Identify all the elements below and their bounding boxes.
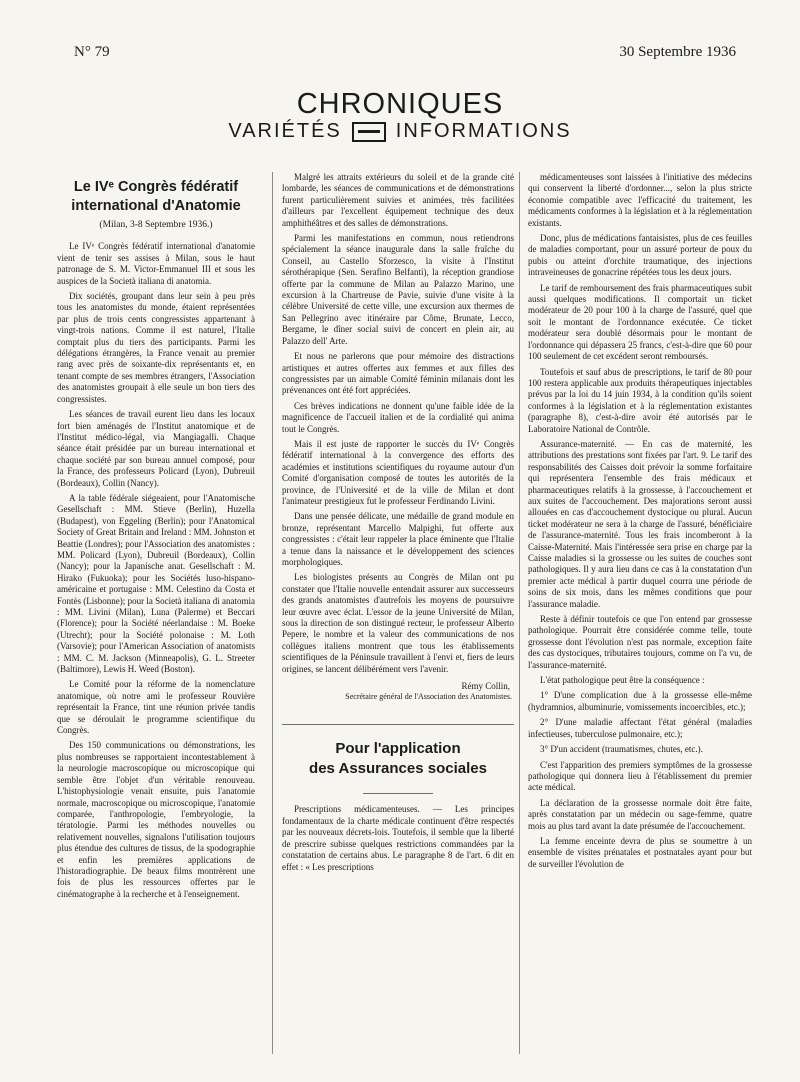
paragraph: Des 150 communications ou démonstrations, les plus nombreuses se rapportaient incontestablement à la neurologie macroscopique ou microscopique qui semble être l'objet d'un véritable renouveau. L'histophysiologie venait ensuite, puis l'anatomie normale, macroscopique ou microscopique, l'anatomie comparée, l'anthropologie, l'embryologie, la tératologie. Parmi les méthodes nouvelles ou relativement nouvelles, signalons l'utilisation toujours plus étendue des cultures de tissus, de la spodographie et enfin les premières applications de l'historadiographie. De beaux films montrèrent une fois de plus les ressources offertes par le cinématographe à la recherche et à l'enseignement. bbox=[57, 740, 255, 899]
paragraph: Toutefois et sauf abus de prescriptions, le tarif de 80 pour 100 restera applicable aux produits thérapeutiques injectables prévus par la loi du 14 juin 1934, à la condition qu'ils soient conformes à la législation et à la réglementation existantes (paragraphe 8), c'est-à-dire avoir été autorisés par le Laboratoire National de Contrôle. bbox=[528, 366, 752, 434]
article1-subtitle: (Milan, 3-8 Septembre 1936.) bbox=[99, 220, 213, 230]
paragraph: Assurance-maternité. — En cas de maternité, les attributions des prestations sont fixées par l'art. 9. Le tarif des responsabilités des Caisses doit prévoir la somme forfaitaire qui représentera l'ensemble des frais médicaux et pharmaceutiques relatifs à la grossesse, à l'accouchement et aux suites de l'accouchement. Des majorations seront aussi allouées en cas d'accouchement dystocique ou plural. Aucun ticket modérateur ne sera à la charge de l'assuré, bénéficiaire de l'assurance-maternité. Tous les frais incomberont à la Caisse-Maternité. Mais l'intéressée sera prise en charge par la Caisse maladies si la grossesse ou les suites de couches sont pathologiques. Il y aura lieu dans ce cas à la constatation d'un premier acte médical à partir duquel courra une période de soins de six mois, dans les mêmes conditions que pour l'assurance maladie. bbox=[528, 438, 752, 609]
paragraph: La déclaration de la grossesse normale doit être faite, après constatation par un médecin ou sage-femme, quatre mois au plus tard avant la date présumée de l'accouchement. bbox=[528, 797, 752, 831]
masthead-title: CHRONIQUES bbox=[296, 88, 504, 120]
section-divider bbox=[282, 708, 514, 725]
issue-date: 30 Septembre 1936 bbox=[619, 44, 736, 60]
article1-title-line: Le IVᵉ Congrès fédératif bbox=[73, 179, 239, 195]
paragraph: Reste à définir toutefois ce que l'on entend par grossesse pathologique. Pourrait être considérée comme telle, toute grossesse dont l'évolution n'est pas normale, exception faite des cas dystociques, tributaires toujours, comme on l'a vu, de l'assurance-maternité. bbox=[528, 614, 752, 670]
title-underline bbox=[363, 793, 433, 794]
article1-title-line: international d'Anatomie bbox=[71, 198, 241, 214]
paragraph: A la table fédérale siégeaient, pour l'Anatomische Gesellschaft : MM. Stieve (Berlin), Huzella (Budapest), von Eggeling (Berlin); pour l'Anatomical Society of Great Britain and Ireland : MM. Johnston et Beattie (Londres); pour l'Association des anatomistes : MM. Policard (Lyon), Dubreuil (Bordeaux), Collin (Nancy); pour la Japanische anat. Gesellschaft : M. Hirako (Fukuoka); pour les Sociétés luso-hispano-américaine et portugaise : MM. Celestino da Costa et Fontès (Lisbonne); pour la Società italiana di anatomia : MM. Livini (Milan), Luna (Palerme) et Beccari (Florence); pour la Société néerlandaise : M. Boeke (Utrecht); pour la Société polonaise : M. Loth (Varsovie); pour l'American Association of anatomists : MM. C. M. Jackson (Minneapolis), G. L. Streeter (Baltimore), Lewis H. Weed (Boston). bbox=[57, 492, 255, 675]
masthead-subtitle bbox=[0, 120, 800, 143]
paragraph: Le Comité pour la réforme de la nomenclature anatomique, où notre ami le professeur Rouvière représentait la France, tint une réunion privée tandis que se déroulait le programme scientifique du Congrès. bbox=[57, 679, 255, 736]
paragraph: 3° D'un accident (traumatismes, chutes, etc.). bbox=[540, 744, 703, 755]
paragraph: Dans une pensée délicate, une médaille de grand module en bronze, représentant Marcello Malpighi, fut offerte aux congressistes : c'était leur rappeler la place éminente que l'Italie a tenue dans la naissance et le développement des sciences morphologiques. bbox=[282, 511, 514, 567]
author-signature: Rémy Collin, bbox=[461, 681, 510, 692]
article2-title bbox=[282, 739, 514, 779]
paragraph: Les séances de travail eurent lieu dans les locaux fort bien aménagés de l'Institut anatomique et de l'Institut médico-légal, via Mangiagalli. Chaque séance était présidée par un bureau international et chaque société par son bureau annuel composé, pour la France, des professeurs Policard (Lyon), Dubreuil (Bordeaux), Collin (Nancy). bbox=[57, 409, 255, 488]
article1-title bbox=[57, 178, 255, 216]
paragraph: C'est l'apparition des premiers symptômes de la grossesse pathologique qui donnera lieu à l'établissement du premier acte médical. bbox=[528, 759, 752, 793]
paragraph: 2° D'une maladie affectant l'état général (maladies infectieuses, tuberculose pulmonaire, etc.); bbox=[528, 717, 752, 739]
issue-number: N° 79 bbox=[74, 44, 110, 60]
paragraph: Malgré les attraits extérieurs du soleil et de la grande cité lombarde, les séances de communications et de démonstrations furent particulièrement suivies et animées, très facilitées d'ailleurs par l'excellent équipement technique des deux amphithéâtres et des salles de démonstrations. bbox=[282, 172, 514, 228]
masthead-left: VARIÉTÉS bbox=[228, 120, 342, 143]
paragraph: Le IVᵉ Congrès fédératif international d'anatomie vient de tenir ses assises à Milan, sous le haut patronage de S. M. Victor-Emmanuel III et sous les auspices de la Società italiana di anatomia. bbox=[57, 241, 255, 286]
paragraph: Mais il est juste de rapporter le succès du IVᵉ Congrès fédératif international à la convergence des efforts des académies et institutions scientifiques du royaume autour d'un Comité d'organisation composé de toutes les autorités de la province, de l'Université et de la ville de Milan et dont l'animateur prestigieux fut le professeur Ferdinando Livini. bbox=[282, 438, 514, 506]
author-role: Secrétaire général de l'Association des Anatomistes. bbox=[345, 692, 512, 702]
paragraph: 1° D'une complication due à la grossesse elle-même (hydramnios, albuminurie, vomissements incoercibles, etc.); bbox=[528, 690, 752, 712]
paragraph: Prescriptions médicamenteuses. — Les principes fondamentaux de la charte médicale continuent d'être respectés par les nouveaux décrets-lois. Toutefois, il semble que la liberté de prescrire subisse quelques restrictions commandées par la constatation de certains abus. Le paragraphe 8 de l'art. 6 dit en effet : « Les prescriptions bbox=[282, 804, 514, 872]
paragraph: médicamenteuses sont laissées à l'initiative des médecins qui conservent la liberté d'ordonner..., selon la plus stricte économie compatible avec l'efficacité du traitement, les médicaments conformes à la législation et à la réglementation existants. bbox=[528, 172, 752, 228]
column-3 bbox=[528, 172, 752, 1054]
column-divider bbox=[519, 172, 520, 1054]
paragraph: L'état pathologique peut être la conséquence : bbox=[540, 675, 705, 686]
paragraph: Parmi les manifestations en commun, nous retiendrons spécialement la séance inaugurale dans la salle fraîche du Conseil, au Castello Sforzesco, la visite à l'Institut sérothérapique (Sen. Serafino Belfanti), la réception grandiose offerte par la commune de Milan au Palazzo Marino, une excursion à la Chartreuse de Pavie, suivie d'une visite à la célèbre Université de cette ville, une excursion aux thermes de San Pellegrino avec itinéraire par Côme, Brunate, Lecco, Bergame, le dîner social suivi de concert en plein air, au Palazzo dell' Arte. bbox=[282, 233, 514, 346]
paragraph: La femme enceinte devra de plus se soumettre à un ensemble de visites prénatales et postnatales ayant pour but de surveiller l'évolution de bbox=[528, 835, 752, 869]
column-1 bbox=[57, 172, 255, 1054]
paragraph: Et nous ne parlerons que pour mémoire des distractions artistiques et autres offertes aux femmes et aux filles des congressistes par un aimable Comité féminin milanais dont les prévenances ont été fort appréciées. bbox=[282, 351, 514, 396]
column-divider bbox=[272, 172, 273, 1054]
ornament-icon bbox=[352, 122, 386, 142]
paragraph: Ces brèves indications ne donnent qu'une faible idée de la magnificence de l'accueil italien et de la cordialité qui anima tout le Congrès. bbox=[282, 400, 514, 434]
column-2 bbox=[282, 172, 514, 1054]
article2-title-line: Pour l'application bbox=[335, 740, 461, 758]
paragraph: Les biologistes présents au Congrès de Milan ont pu constater que l'Italie nouvelle entendait assurer aux successeurs des grands anatomistes d'autrefois les moyens de poursuivre leur œuvre avec éclat. L'essor de la jeune Université de Milan, sous la direction de son distingué recteur, le professeur Alberto Pepere, le nombre et la valeur des communications de nos collègues italiens montrent que tous les établissements scientifiques de la Péninsule travaillent à l'envi et, fiers de leurs origines, se lancent délibérément vers l'avenir. bbox=[282, 572, 514, 674]
masthead-right: INFORMATIONS bbox=[395, 120, 572, 143]
paragraph: Le tarif de remboursement des frais pharmaceutiques subit aussi quelques modifications. Il comportait un ticket modérateur de 20 pour 100 à la charge de l'assuré, quel que soit le montant de l'ordonnance exécutée. Ce ticket modérateur sera doublé désormais pour le montant de l'ordonnance qui dépassera 25 francs, c'est-à-dire que 60 pour 100 seulement de cet excédent seront remboursés. bbox=[528, 282, 752, 362]
paragraph: Dix sociétés, groupant dans leur sein à peu près tous les anatomistes du monde, étaient représentées par plus de trois cents congressistes appartenant à vingt-trois nations. Comme il est naturel, l'Italie comptait plus du tiers des participants. Parmi les délégations étrangères, la France venait au premier rang avec près de soixante-dix représentants et, en tenant compte de ses membres étrangers, l'Association des anatomistes groupait à elle seule un bon tiers des congressistes. bbox=[57, 291, 255, 404]
article2-title-line: des Assurances sociales bbox=[309, 760, 487, 778]
paragraph: Donc, plus de médications fantaisistes, plus de ces feuilles de maladies comportant, pour un assuré porteur de poux du pubis ou atteint d'orchite traumatique, des injections intraveineuses de gonacrine répétées tous les deux jours. bbox=[528, 233, 752, 278]
